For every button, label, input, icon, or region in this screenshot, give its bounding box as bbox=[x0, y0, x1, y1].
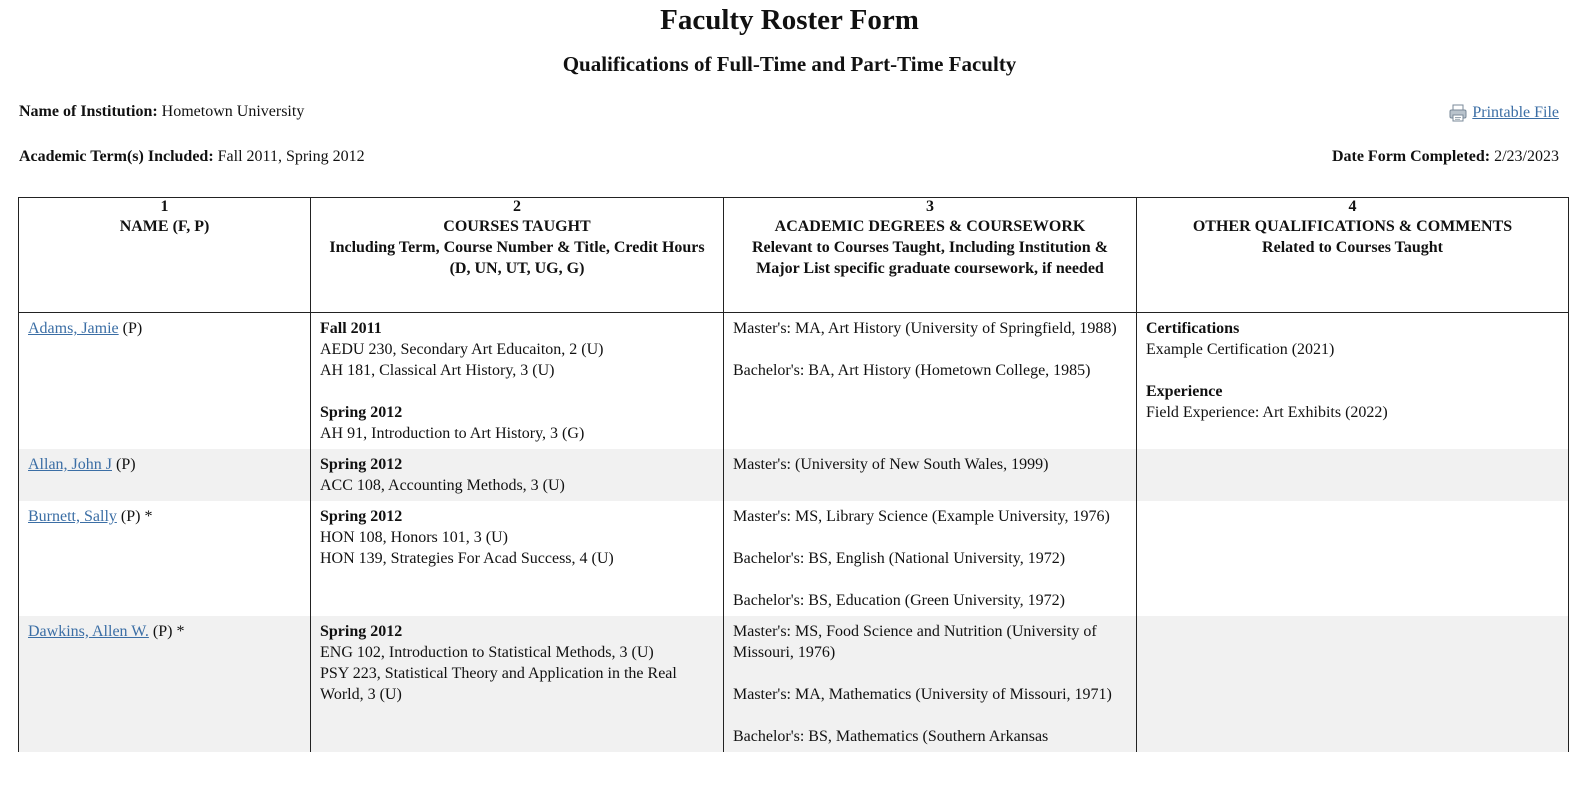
academic-terms-line bbox=[19, 148, 365, 166]
qualifications-cell bbox=[1137, 313, 1569, 450]
qualifications-cell bbox=[1137, 616, 1569, 752]
faculty-name-cell bbox=[19, 616, 311, 752]
course-entry: ACC 108, Accounting Methods, 3 (U) bbox=[320, 477, 565, 494]
date-value: 2/23/2023 bbox=[1494, 148, 1559, 165]
qualification-heading: Experience bbox=[1146, 383, 1223, 400]
column-number: 3 bbox=[724, 198, 1137, 217]
term-label: Spring 2012 bbox=[320, 404, 403, 421]
faculty-name-link[interactable]: Adams, Jamie bbox=[28, 320, 119, 337]
column-title: OTHER QUALIFICATIONS & COMMENTS bbox=[1192, 218, 1513, 235]
degree-entry: Bachelor's: BA, Art History (Hometown College, 1985) bbox=[733, 362, 1091, 379]
degrees-cell bbox=[724, 616, 1137, 752]
degree-entry: Master's: (University of New South Wales, 1999) bbox=[733, 456, 1049, 473]
terms-value: Fall 2011, Spring 2012 bbox=[217, 148, 365, 165]
degree-entry: Master's: MA, Mathematics (University of Missouri, 1971) bbox=[733, 686, 1112, 703]
column-header-name bbox=[19, 216, 311, 313]
degrees-cell bbox=[724, 501, 1137, 616]
column-header-degrees bbox=[724, 216, 1137, 313]
degree-entry: Master's: MA, Art History (University of Springfield, 1988) bbox=[733, 320, 1117, 337]
term-label: Spring 2012 bbox=[320, 508, 403, 525]
column-title: COURSES TAUGHT bbox=[443, 218, 591, 235]
faculty-name-cell bbox=[19, 449, 311, 501]
course-entry: ENG 102, Introduction to Statistical Methods, 3 (U) bbox=[320, 644, 654, 661]
faculty-status: (P) * bbox=[148, 623, 185, 640]
faculty-name-cell bbox=[19, 501, 311, 616]
date-completed-line bbox=[1332, 148, 1559, 166]
column-header-courses bbox=[311, 216, 724, 313]
table-row bbox=[19, 616, 1569, 752]
table-row bbox=[19, 501, 1569, 616]
qualifications-cell bbox=[1137, 449, 1569, 501]
faculty-name-link[interactable]: Allan, John J bbox=[28, 456, 112, 473]
course-entry: HON 108, Honors 101, 3 (U) bbox=[320, 529, 508, 546]
faculty-name-link[interactable]: Dawkins, Allen W. bbox=[28, 623, 149, 640]
institution-value: Hometown University bbox=[161, 103, 305, 120]
course-entry: AH 91, Introduction to Art History, 3 (G) bbox=[320, 425, 585, 442]
qualification-item: Example Certification (2021) bbox=[1146, 341, 1335, 358]
printable-file-link-wrap[interactable] bbox=[1448, 103, 1559, 123]
term-label: Fall 2011 bbox=[320, 320, 382, 337]
institution-line bbox=[19, 103, 304, 121]
faculty-roster-table bbox=[18, 197, 1569, 752]
column-number-row bbox=[19, 198, 1569, 217]
faculty-name-link[interactable]: Burnett, Sally bbox=[28, 508, 117, 525]
course-entry: AEDU 230, Secondary Art Educaiton, 2 (U) bbox=[320, 341, 604, 358]
courses-cell bbox=[311, 616, 724, 752]
page-subtitle: Qualifications of Full-Time and Part-Time Faculty bbox=[562, 52, 1017, 76]
faculty-status: (P) bbox=[118, 320, 143, 337]
qualification-item: Field Experience: Art Exhibits (2022) bbox=[1146, 404, 1388, 421]
column-subtitle: Related to Courses Taught bbox=[1262, 239, 1443, 256]
printer-icon[interactable] bbox=[1448, 103, 1468, 123]
table-row bbox=[19, 449, 1569, 501]
courses-cell bbox=[311, 449, 724, 501]
degree-entry: Bachelor's: BS, Mathematics (Southern Arkansas bbox=[733, 728, 1049, 745]
faculty-status: (P) * bbox=[116, 508, 153, 525]
term-label: Spring 2012 bbox=[320, 456, 403, 473]
faculty-status: (P) bbox=[112, 456, 136, 473]
column-number: 4 bbox=[1137, 198, 1569, 217]
column-number: 2 bbox=[311, 198, 724, 217]
qualification-heading: Certifications bbox=[1146, 320, 1240, 337]
degrees-cell bbox=[724, 313, 1137, 450]
course-entry: HON 139, Strategies For Acad Success, 4 (U) bbox=[320, 550, 614, 567]
courses-cell bbox=[311, 313, 724, 450]
courses-cell bbox=[311, 501, 724, 616]
degrees-cell bbox=[724, 449, 1137, 501]
column-number: 1 bbox=[19, 198, 311, 217]
column-title: ACADEMIC DEGREES & COURSEWORK bbox=[774, 218, 1086, 235]
printable-file-link[interactable]: Printable File bbox=[1472, 104, 1559, 121]
table-row bbox=[19, 313, 1569, 450]
qualifications-cell bbox=[1137, 501, 1569, 616]
terms-label: Academic Term(s) Included: bbox=[19, 148, 214, 165]
course-entry: AH 181, Classical Art History, 3 (U) bbox=[320, 362, 555, 379]
degree-entry: Bachelor's: BS, English (National University, 1972) bbox=[733, 550, 1066, 567]
degree-entry: Master's: MS, Library Science (Example University, 1976) bbox=[733, 508, 1110, 525]
column-title: NAME (F, P) bbox=[119, 218, 210, 235]
faculty-name-cell bbox=[19, 313, 311, 450]
course-entry: PSY 223, Statistical Theory and Application in the Real World, 3 (U) bbox=[320, 665, 677, 703]
column-subtitle: Including Term, Course Number & Title, Credit Hours (D, UN, UT, UG, G) bbox=[329, 239, 705, 277]
date-label: Date Form Completed: bbox=[1331, 148, 1491, 165]
column-header-row bbox=[19, 216, 1569, 313]
degree-entry: Bachelor's: BS, Education (Green University, 1972) bbox=[733, 592, 1065, 609]
institution-label: Name of Institution: bbox=[19, 103, 158, 120]
page-title: Faculty Roster Form bbox=[660, 4, 919, 36]
column-subtitle: Relevant to Courses Taught, Including Institution & Major List specific graduate coursework, if needed bbox=[751, 239, 1109, 277]
term-label: Spring 2012 bbox=[320, 623, 403, 640]
column-header-qualifications bbox=[1137, 216, 1569, 313]
degree-entry: Master's: MS, Food Science and Nutrition (University of Missouri, 1976) bbox=[733, 623, 1097, 661]
